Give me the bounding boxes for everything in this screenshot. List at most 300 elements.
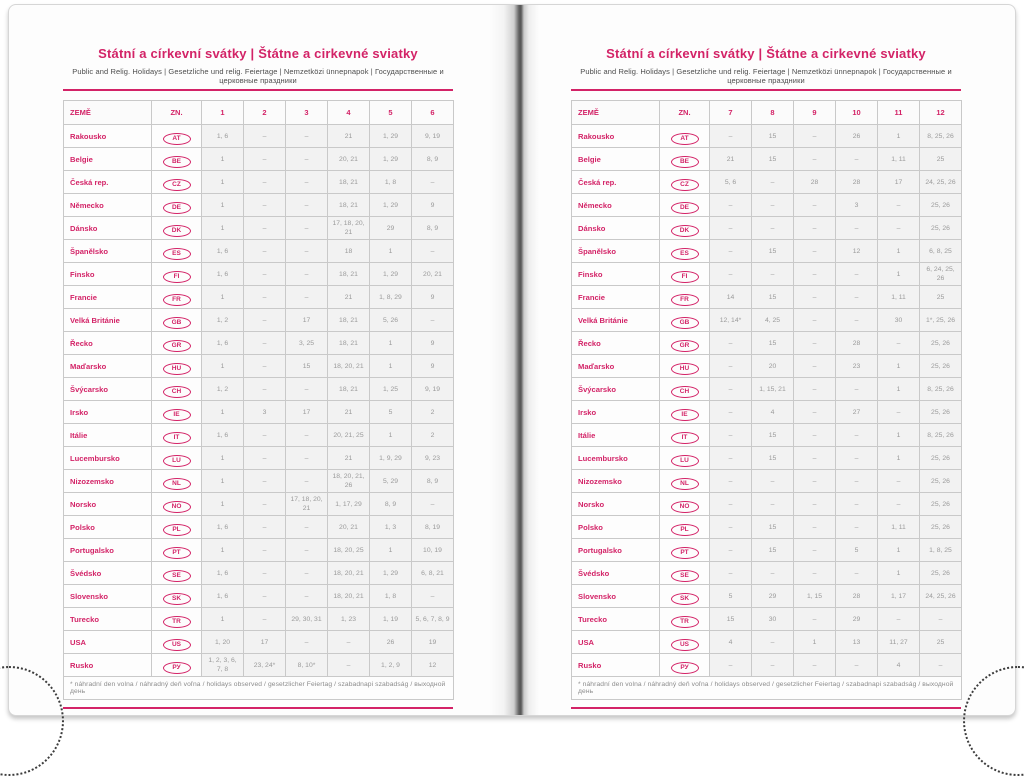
holiday-days-cell: 25, 26 — [920, 332, 962, 355]
country-name: USA — [572, 631, 660, 654]
country-code-cell — [152, 148, 202, 171]
country-code-cell — [152, 493, 202, 516]
country-code-badge: SK — [671, 593, 699, 605]
holiday-days-cell: – — [286, 286, 328, 309]
column-header-month: 1 — [202, 101, 244, 125]
holiday-days-cell: 1, 11 — [878, 148, 920, 171]
holiday-days-cell: 13 — [836, 631, 878, 654]
country-code-badge: SE — [671, 570, 699, 582]
holiday-days-cell: – — [794, 332, 836, 355]
holiday-days-cell: 30 — [752, 608, 794, 631]
holiday-days-cell: – — [752, 562, 794, 585]
table-row — [572, 125, 962, 148]
holiday-days-cell: 1 — [202, 470, 244, 493]
country-code-cell — [660, 654, 710, 677]
holiday-days-cell: 29 — [752, 585, 794, 608]
column-header-month: 6 — [412, 101, 454, 125]
holiday-days-cell: 1 — [202, 171, 244, 194]
holiday-days-cell: – — [710, 447, 752, 470]
table-row — [572, 470, 962, 493]
country-name: Irsko — [572, 401, 660, 424]
holiday-days-cell: – — [794, 125, 836, 148]
column-header-month: 11 — [878, 101, 920, 125]
country-code-cell — [152, 217, 202, 240]
country-code-cell — [660, 148, 710, 171]
holiday-days-cell: – — [244, 539, 286, 562]
holiday-days-cell: – — [412, 171, 454, 194]
country-code-badge: BE — [163, 156, 191, 168]
holiday-days-cell: 25 — [920, 286, 962, 309]
holiday-days-cell: 11, 27 — [878, 631, 920, 654]
column-header-month: 12 — [920, 101, 962, 125]
holiday-days-cell: 20, 21, 25 — [328, 424, 370, 447]
country-code-badge: DK — [163, 225, 191, 237]
country-code-badge: IE — [671, 409, 699, 421]
holiday-days-cell: – — [710, 493, 752, 516]
table-row — [64, 309, 454, 332]
holiday-days-cell: 1, 29 — [370, 194, 412, 217]
holiday-days-cell: – — [286, 631, 328, 654]
country-code-cell — [152, 608, 202, 631]
holiday-days-cell: – — [752, 194, 794, 217]
country-code-cell — [152, 424, 202, 447]
country-name: Německo — [64, 194, 152, 217]
holiday-days-cell: – — [794, 447, 836, 470]
country-code-cell — [660, 447, 710, 470]
country-code-cell — [152, 125, 202, 148]
holiday-days-cell: – — [244, 585, 286, 608]
holiday-days-cell: – — [878, 194, 920, 217]
holiday-days-cell: 1 — [202, 493, 244, 516]
country-code-badge: PL — [163, 524, 191, 536]
table-row — [572, 217, 962, 240]
country-code-badge: PL — [671, 524, 699, 536]
holiday-days-cell: 15 — [752, 148, 794, 171]
country-code-badge: PT — [163, 547, 191, 559]
holiday-days-cell: 21 — [328, 125, 370, 148]
holiday-days-cell: 15 — [752, 516, 794, 539]
holiday-days-cell: – — [878, 217, 920, 240]
holiday-days-cell: 2 — [412, 401, 454, 424]
page-title: Státní a církevní svátky | Štátne a cirkevné sviatky — [606, 46, 926, 61]
holiday-days-cell: 18, 20, 25 — [328, 539, 370, 562]
holiday-days-cell: 8, 9 — [370, 493, 412, 516]
holiday-days-cell: – — [244, 309, 286, 332]
holiday-days-cell: 1, 8 — [370, 171, 412, 194]
holiday-days-cell: 1 — [370, 539, 412, 562]
country-code-cell — [660, 217, 710, 240]
holiday-days-cell: 18, 20, 21 — [328, 355, 370, 378]
country-code-badge: GB — [163, 317, 191, 329]
country-code-cell — [660, 401, 710, 424]
country-code-cell — [152, 539, 202, 562]
holiday-days-cell: – — [878, 470, 920, 493]
column-header-code: ZN. — [660, 101, 710, 125]
holiday-days-cell: – — [244, 424, 286, 447]
holiday-days-cell: 17 — [244, 631, 286, 654]
holiday-days-cell: – — [710, 240, 752, 263]
country-code-badge: GR — [163, 340, 191, 352]
holiday-days-cell: – — [244, 608, 286, 631]
holiday-days-cell: 1 — [202, 148, 244, 171]
page-title: Státní a církevní svátky | Štátne a cirkevné sviatky — [98, 46, 418, 61]
holiday-days-cell: 3 — [836, 194, 878, 217]
holiday-days-cell: 1, 8, 25 — [920, 539, 962, 562]
country-code-badge: CZ — [163, 179, 191, 191]
right-page-content — [571, 5, 961, 709]
holiday-days-cell: 21 — [328, 447, 370, 470]
country-code-cell — [152, 654, 202, 677]
holiday-days-cell: – — [752, 631, 794, 654]
country-code-cell — [152, 286, 202, 309]
holiday-days-cell: 8, 19 — [412, 516, 454, 539]
country-name: Česká rep. — [572, 171, 660, 194]
holiday-days-cell: 10, 19 — [412, 539, 454, 562]
country-code-badge: DK — [671, 225, 699, 237]
holiday-days-cell: 25, 26 — [920, 470, 962, 493]
holiday-days-cell: – — [836, 286, 878, 309]
holiday-days-cell: – — [286, 263, 328, 286]
holiday-days-cell: 1 — [794, 631, 836, 654]
holiday-days-cell: – — [752, 654, 794, 677]
holiday-days-cell: 1, 20 — [202, 631, 244, 654]
country-code-cell — [152, 309, 202, 332]
holiday-days-cell: – — [794, 608, 836, 631]
holiday-days-cell: 5 — [370, 401, 412, 424]
table-row — [572, 148, 962, 171]
column-header-month: 7 — [710, 101, 752, 125]
country-code-badge: РУ — [671, 662, 699, 674]
holiday-days-cell: 8, 25, 26 — [920, 378, 962, 401]
holiday-days-cell: 9 — [412, 286, 454, 309]
table-row — [64, 447, 454, 470]
holiday-days-cell: 25, 26 — [920, 401, 962, 424]
holiday-days-cell: 21 — [328, 401, 370, 424]
table-row — [64, 654, 454, 677]
holiday-days-cell: – — [244, 378, 286, 401]
table-row — [572, 562, 962, 585]
holiday-days-cell: – — [244, 470, 286, 493]
holiday-days-cell: 18, 20, 21, 26 — [328, 470, 370, 493]
country-name: Portugalsko — [572, 539, 660, 562]
holiday-days-cell: 15 — [286, 355, 328, 378]
holiday-days-cell: – — [244, 516, 286, 539]
holiday-days-cell: 1, 8 — [370, 585, 412, 608]
table-row — [64, 539, 454, 562]
country-name: Portugalsko — [64, 539, 152, 562]
holiday-days-cell: – — [286, 424, 328, 447]
holiday-days-cell: – — [244, 171, 286, 194]
country-code-badge: FI — [671, 271, 699, 283]
table-header-row — [572, 101, 962, 125]
country-code-cell — [660, 194, 710, 217]
country-name: Maďarsko — [64, 355, 152, 378]
country-code-cell — [660, 493, 710, 516]
country-code-cell — [152, 263, 202, 286]
holiday-days-cell: – — [836, 378, 878, 401]
holiday-days-cell: 5, 29 — [370, 470, 412, 493]
holiday-days-cell: 25, 26 — [920, 355, 962, 378]
holiday-days-cell: – — [794, 217, 836, 240]
country-code-badge: LU — [163, 455, 191, 467]
holiday-days-cell: 1 — [878, 539, 920, 562]
table-row — [64, 424, 454, 447]
holiday-days-cell: 1 — [202, 539, 244, 562]
holiday-days-cell: 6, 24, 25, 26 — [920, 263, 962, 286]
holiday-days-cell: – — [752, 493, 794, 516]
holiday-days-cell: 1, 2 — [202, 309, 244, 332]
accent-rule-bottom — [63, 707, 453, 709]
table-row — [572, 240, 962, 263]
country-name: Francie — [572, 286, 660, 309]
country-code-badge: HU — [671, 363, 699, 375]
country-code-badge: ES — [163, 248, 191, 260]
country-code-cell — [152, 585, 202, 608]
holiday-days-cell: 1 — [370, 424, 412, 447]
holiday-days-cell: 15 — [752, 332, 794, 355]
table-row — [572, 654, 962, 677]
holiday-days-cell: 29 — [370, 217, 412, 240]
holiday-days-cell: 12, 14* — [710, 309, 752, 332]
holiday-days-cell: 8, 9 — [412, 148, 454, 171]
column-header-month: 4 — [328, 101, 370, 125]
holiday-days-cell: 1 — [202, 194, 244, 217]
table-row — [572, 608, 962, 631]
holiday-days-cell: 1 — [878, 378, 920, 401]
table-row — [572, 286, 962, 309]
country-name: Česká rep. — [64, 171, 152, 194]
country-name: Španělsko — [64, 240, 152, 263]
holiday-days-cell: 1 — [202, 217, 244, 240]
country-name: Irsko — [64, 401, 152, 424]
holiday-days-cell: 9, 23 — [412, 447, 454, 470]
table-row — [64, 378, 454, 401]
holiday-days-cell: – — [244, 194, 286, 217]
holiday-days-cell: 1, 29 — [370, 263, 412, 286]
holiday-days-cell: 1, 3 — [370, 516, 412, 539]
country-name: Švýcarsko — [64, 378, 152, 401]
table-row — [64, 240, 454, 263]
holiday-days-cell: – — [920, 608, 962, 631]
holiday-days-cell: 27 — [836, 401, 878, 424]
country-code-badge: FI — [163, 271, 191, 283]
holiday-days-cell: 18, 21 — [328, 378, 370, 401]
country-name: Nizozemsko — [64, 470, 152, 493]
holiday-days-cell: – — [710, 332, 752, 355]
holiday-days-cell: 9, 19 — [412, 125, 454, 148]
holiday-days-cell: – — [794, 309, 836, 332]
table-row — [64, 562, 454, 585]
holiday-days-cell: – — [836, 217, 878, 240]
country-code-badge: AT — [671, 133, 699, 145]
holiday-days-cell: – — [710, 401, 752, 424]
country-name: Norsko — [572, 493, 660, 516]
holiday-days-cell: – — [328, 631, 370, 654]
holiday-days-cell: 9 — [412, 355, 454, 378]
holiday-days-cell: 25, 26 — [920, 493, 962, 516]
country-code-badge: NO — [163, 501, 191, 513]
country-code-badge: TR — [163, 616, 191, 628]
holiday-days-cell: 8, 9 — [412, 470, 454, 493]
holiday-days-cell: – — [836, 516, 878, 539]
holiday-days-cell: – — [836, 148, 878, 171]
accent-rule-bottom — [571, 707, 961, 709]
country-code-badge: CH — [163, 386, 191, 398]
holiday-days-cell: 1, 6 — [202, 516, 244, 539]
holiday-days-cell: – — [836, 263, 878, 286]
holiday-days-cell: – — [794, 470, 836, 493]
country-name: Slovensko — [64, 585, 152, 608]
holiday-days-cell: 18, 21 — [328, 263, 370, 286]
country-code-badge: PT — [671, 547, 699, 559]
holiday-days-cell: – — [412, 493, 454, 516]
country-code-badge: IE — [163, 409, 191, 421]
holiday-days-cell: – — [286, 585, 328, 608]
holiday-days-cell: 28 — [836, 171, 878, 194]
country-code-cell — [660, 171, 710, 194]
country-code-badge: BE — [671, 156, 699, 168]
holiday-days-cell: – — [752, 470, 794, 493]
column-header-code: ZN. — [152, 101, 202, 125]
holiday-days-cell: – — [710, 424, 752, 447]
footnote-text: * náhradní den volna / náhradný deň voľna / holidays observed / gesetzlicher Feiertag / szabadnapi szabadság / выходной день — [572, 677, 962, 700]
country-code-cell — [152, 631, 202, 654]
table-row — [64, 608, 454, 631]
holiday-days-cell: 26 — [370, 631, 412, 654]
country-code-cell — [152, 562, 202, 585]
holiday-days-cell: 1, 29 — [370, 148, 412, 171]
country-code-cell — [660, 424, 710, 447]
holiday-days-cell: – — [286, 148, 328, 171]
country-name: Norsko — [64, 493, 152, 516]
holiday-days-cell: 17 — [286, 401, 328, 424]
page-subtitle: Public and Relig. Holidays | Gesetzliche und relig. Feiertage | Nemzetközi ünnepnapok | Государственные и церковные праздники — [72, 67, 444, 85]
holiday-days-cell: – — [836, 493, 878, 516]
country-code-badge: IT — [163, 432, 191, 444]
holiday-days-cell: 15 — [752, 539, 794, 562]
holiday-days-cell: 1, 11 — [878, 516, 920, 539]
country-name: Turecko — [572, 608, 660, 631]
holiday-days-cell: – — [836, 309, 878, 332]
holiday-days-cell: 1 — [370, 240, 412, 263]
country-code-cell — [660, 608, 710, 631]
country-code-cell — [660, 378, 710, 401]
country-code-cell — [660, 562, 710, 585]
holiday-days-cell: – — [244, 217, 286, 240]
holiday-days-cell: – — [412, 309, 454, 332]
table-row — [64, 171, 454, 194]
holiday-days-cell: 18, 20, 21 — [328, 562, 370, 585]
holiday-days-cell: – — [244, 125, 286, 148]
holiday-days-cell: 25 — [920, 631, 962, 654]
holiday-days-cell: 24, 25, 26 — [920, 171, 962, 194]
holiday-days-cell: – — [752, 217, 794, 240]
table-row — [572, 424, 962, 447]
holiday-days-cell: – — [710, 516, 752, 539]
country-code-badge: IT — [671, 432, 699, 444]
holiday-days-cell: – — [710, 378, 752, 401]
country-code-badge: РУ — [163, 662, 191, 674]
column-header-month: 9 — [794, 101, 836, 125]
table-row — [572, 309, 962, 332]
holiday-days-cell: 3 — [244, 401, 286, 424]
holiday-days-cell: 24, 25, 26 — [920, 585, 962, 608]
holiday-days-cell: 5 — [836, 539, 878, 562]
country-code-badge: GB — [671, 317, 699, 329]
holiday-days-cell: – — [286, 125, 328, 148]
country-name: Lucembursko — [572, 447, 660, 470]
holiday-days-cell: – — [286, 447, 328, 470]
country-code-cell — [152, 401, 202, 424]
country-code-cell — [152, 332, 202, 355]
table-row — [64, 332, 454, 355]
column-header-month: 3 — [286, 101, 328, 125]
footnote-row — [64, 677, 454, 700]
holiday-days-cell: 12 — [836, 240, 878, 263]
country-code-cell — [152, 355, 202, 378]
holiday-days-cell: – — [794, 378, 836, 401]
country-code-cell — [660, 332, 710, 355]
holiday-days-cell: 9 — [412, 194, 454, 217]
holiday-days-cell: – — [836, 654, 878, 677]
holiday-days-cell: 15 — [752, 240, 794, 263]
holiday-days-cell: 15 — [752, 125, 794, 148]
page-subtitle: Public and Relig. Holidays | Gesetzliche und relig. Feiertage | Nemzetközi ünnepnapok | Государственные и церковные праздники — [580, 67, 952, 85]
holiday-days-cell: – — [836, 447, 878, 470]
holiday-days-cell: 15 — [752, 424, 794, 447]
table-row — [572, 332, 962, 355]
country-code-cell — [152, 171, 202, 194]
table-row — [572, 631, 962, 654]
holiday-days-cell: 25 — [920, 148, 962, 171]
holiday-days-cell: – — [328, 654, 370, 677]
holiday-days-cell: – — [794, 286, 836, 309]
column-header-month: 8 — [752, 101, 794, 125]
table-row — [572, 378, 962, 401]
table-row — [64, 194, 454, 217]
country-name: Dánsko — [572, 217, 660, 240]
holiday-days-cell: – — [794, 355, 836, 378]
country-name: Lucembursko — [64, 447, 152, 470]
table-row — [572, 585, 962, 608]
country-code-badge: US — [671, 639, 699, 651]
holiday-days-cell: 25, 26 — [920, 447, 962, 470]
holiday-days-cell: – — [286, 217, 328, 240]
holidays-table-months-7-12 — [571, 100, 962, 700]
holiday-days-cell: 1 — [878, 447, 920, 470]
holiday-days-cell: 2 — [412, 424, 454, 447]
holiday-days-cell: – — [794, 194, 836, 217]
holiday-days-cell: 1, 6 — [202, 125, 244, 148]
holiday-days-cell: 28 — [836, 585, 878, 608]
holiday-days-cell: – — [794, 424, 836, 447]
holiday-days-cell: 15 — [710, 608, 752, 631]
table-row — [572, 194, 962, 217]
holiday-days-cell: 15 — [752, 286, 794, 309]
holiday-days-cell: 1 — [878, 355, 920, 378]
holiday-days-cell: 25, 26 — [920, 562, 962, 585]
holiday-days-cell: 1 — [202, 401, 244, 424]
holiday-days-cell: – — [286, 240, 328, 263]
holiday-days-cell: – — [794, 240, 836, 263]
holiday-days-cell: 5, 26 — [370, 309, 412, 332]
holiday-days-cell: 1, 17 — [878, 585, 920, 608]
holiday-days-cell: 1, 6 — [202, 424, 244, 447]
holiday-days-cell: 1, 9, 29 — [370, 447, 412, 470]
holiday-days-cell: – — [836, 424, 878, 447]
country-name: Dánsko — [64, 217, 152, 240]
holiday-days-cell: 20, 21 — [412, 263, 454, 286]
